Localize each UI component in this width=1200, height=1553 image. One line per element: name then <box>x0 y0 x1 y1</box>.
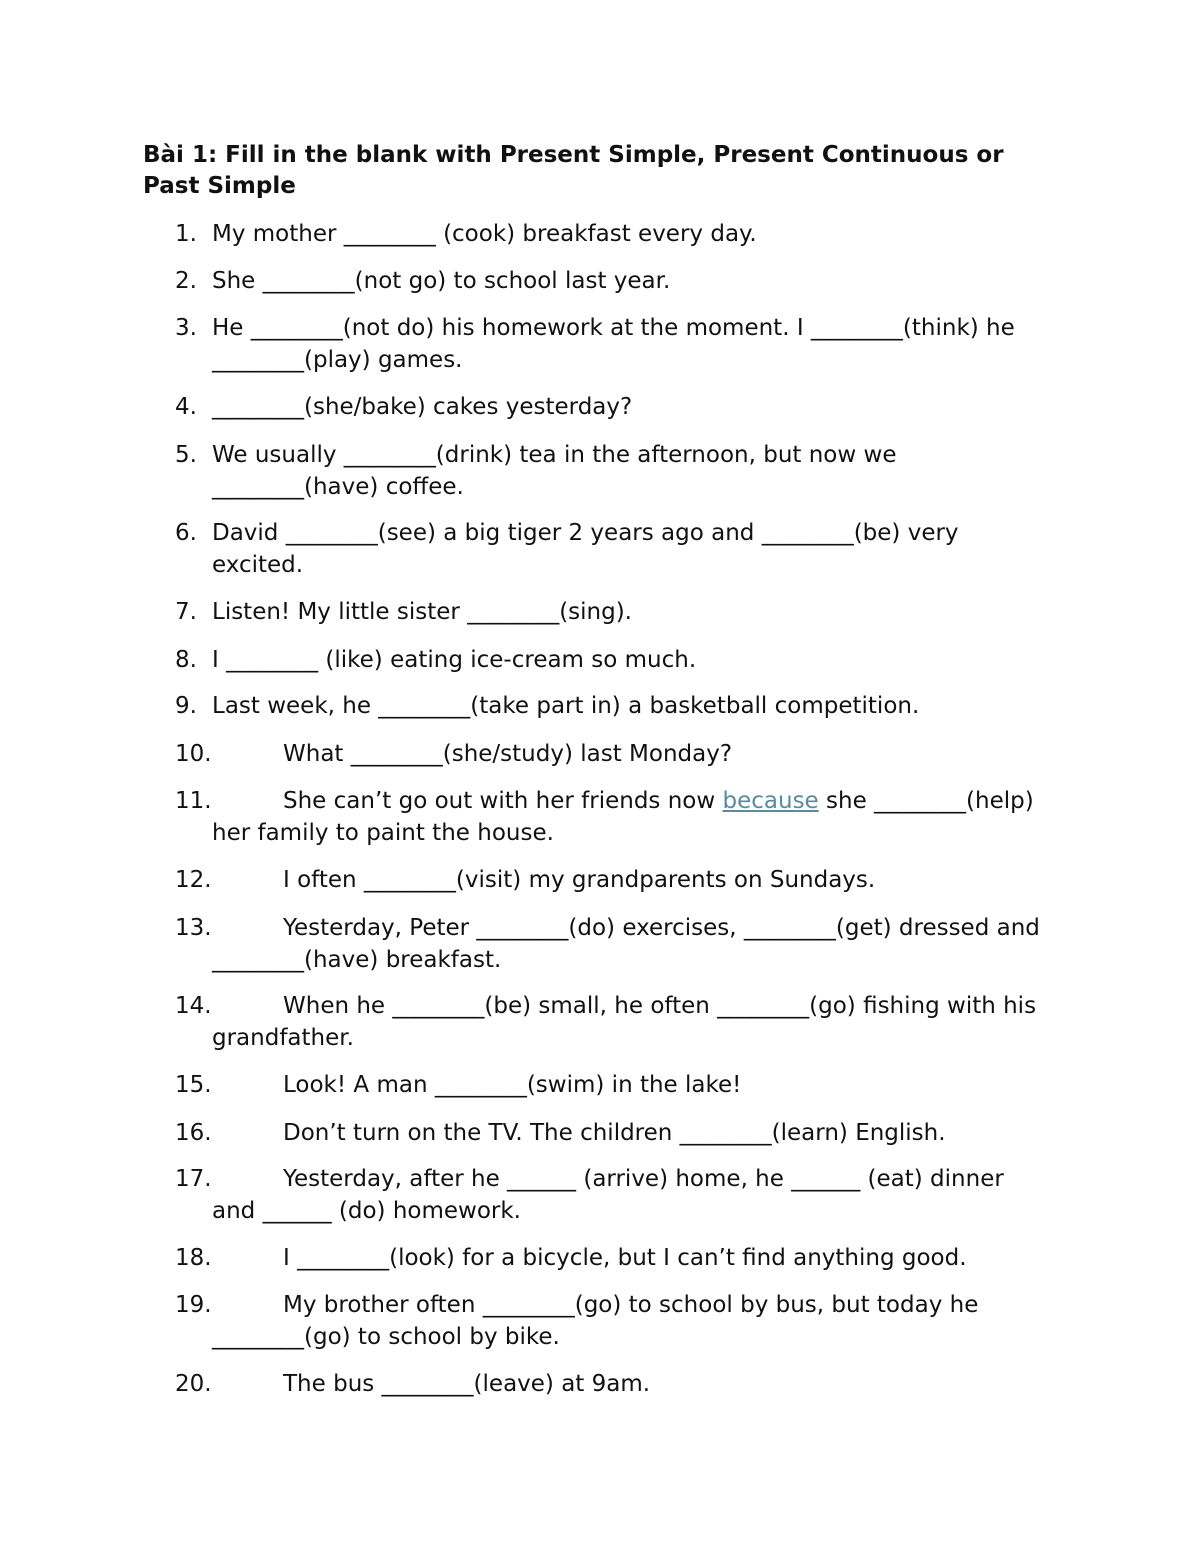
item-text: My mother ________ (cook) breakfast every day. <box>212 221 757 247</box>
item-text: What ________(she/study) last Monday? <box>283 741 733 767</box>
item-text: David ________(see) a big tiger 2 years ago and ________(be) very <box>212 520 959 546</box>
item-text: He ________(not do) his homework at the moment. I ________(think) he <box>212 315 1015 341</box>
exercise-heading <box>143 140 1063 202</box>
item-number: 12. <box>175 867 212 893</box>
item-text: I ________ (like) eating ice-cream so much. <box>212 647 697 673</box>
item-number: 15. <box>175 1072 212 1098</box>
item-number: 13. <box>175 915 212 941</box>
item-text-before-link: She can’t go out with her friends now <box>283 788 723 814</box>
item-number: 18. <box>175 1245 212 1271</box>
item-number: 2. <box>175 268 197 294</box>
item-number: 3. <box>175 315 197 341</box>
item-number: 19. <box>175 1292 212 1318</box>
item-text-after-link: she ________(help) <box>818 788 1034 814</box>
item-text-continued: her family to paint the house. <box>212 820 554 846</box>
item-number: 1. <box>175 221 197 247</box>
item-text: I often ________(visit) my grandparents on Sundays. <box>283 867 876 893</box>
heading-line-1: Bài 1: Fill in the blank with Present Simple, Present Continuous or <box>143 142 1004 168</box>
item-text: My brother often ________(go) to school by bus, but today he <box>283 1292 979 1318</box>
item-text: Yesterday, Peter ________(do) exercises, ________(get) dressed and <box>283 915 1040 941</box>
item-text-continued: ________(play) games. <box>212 347 463 373</box>
item-text-continued: and ______ (do) homework. <box>212 1198 521 1224</box>
item-text <box>283 785 1034 817</box>
item-text: I ________(look) for a bicycle, but I can’t find anything good. <box>283 1245 967 1271</box>
item-number: 10. <box>175 741 212 767</box>
item-text: ________(she/bake) cakes yesterday? <box>212 394 633 420</box>
item-text-continued: ________(have) breakfast. <box>212 947 502 973</box>
heading-line-2: Past Simple <box>143 173 296 199</box>
item-number: 7. <box>175 599 197 625</box>
item-number: 11. <box>175 788 212 814</box>
item-text-continued: grandfather. <box>212 1025 354 1051</box>
item-number: 20. <box>175 1371 212 1397</box>
item-number: 6. <box>175 520 197 546</box>
item-text: Yesterday, after he ______ (arrive) home, he ______ (eat) dinner <box>283 1166 1004 1192</box>
item-text: Look! A man ________(swim) in the lake! <box>283 1072 742 1098</box>
item-text-continued: ________(go) to school by bike. <box>212 1324 560 1350</box>
item-text: She ________(not go) to school last year. <box>212 268 671 294</box>
item-text: When he ________(be) small, he often ________(go) fishing with his <box>283 993 1037 1019</box>
item-number: 8. <box>175 647 197 673</box>
item-number: 16. <box>175 1120 212 1146</box>
item-text: Last week, he ________(take part in) a basketball competition. <box>212 693 920 719</box>
item-number: 4. <box>175 394 197 420</box>
item-number: 14. <box>175 993 212 1019</box>
item-number: 17. <box>175 1166 212 1192</box>
item-text-continued: ________(have) coffee. <box>212 474 464 500</box>
item-text: Listen! My little sister ________(sing). <box>212 599 632 625</box>
because-link[interactable]: because <box>722 788 819 814</box>
item-number: 5. <box>175 442 197 468</box>
item-number: 9. <box>175 693 197 719</box>
item-text: The bus ________(leave) at 9am. <box>283 1371 651 1397</box>
item-text-continued: excited. <box>212 552 304 578</box>
item-text: Don’t turn on the TV. The children ________(learn) English. <box>283 1120 946 1146</box>
item-text: We usually ________(drink) tea in the afternoon, but now we <box>212 442 897 468</box>
